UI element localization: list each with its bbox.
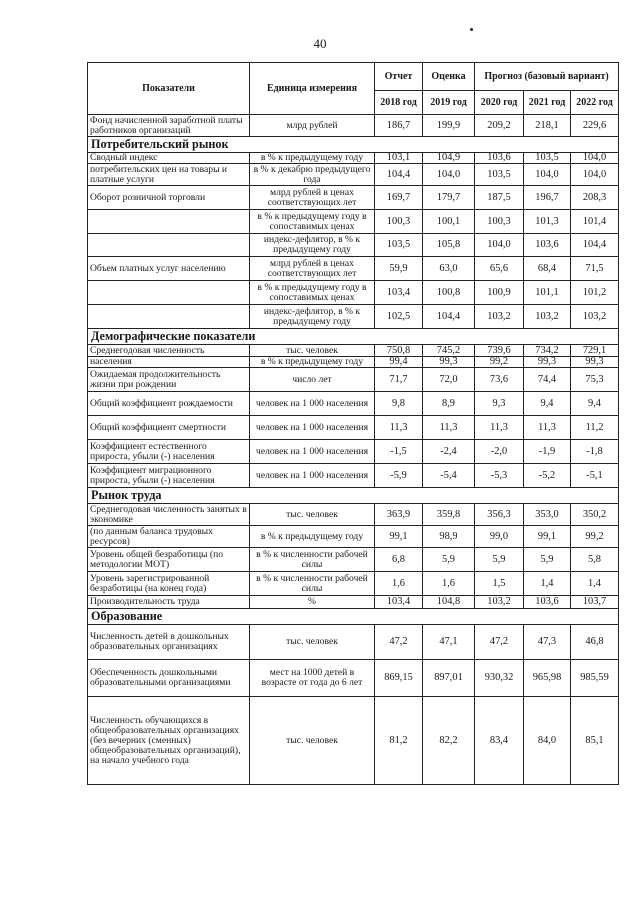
table-row [88, 440, 619, 464]
value-cell: 103,1 [375, 153, 423, 164]
indicator-cell: Численность детей в дошкольных образовательных организациях [88, 625, 250, 660]
value-cell: 99,3 [524, 357, 571, 368]
unit-cell: % [250, 596, 375, 609]
unit-cell: млрд рублей в ценах соответствующих лет [250, 257, 375, 281]
value-cell: 179,7 [423, 186, 475, 210]
value-cell: -5,4 [423, 464, 475, 488]
value-cell: 104,9 [423, 153, 475, 164]
forecast-table [87, 62, 619, 785]
value-cell: 101,2 [571, 281, 619, 305]
value-cell: 101,4 [571, 210, 619, 234]
indicator-cell: Обеспеченность дошкольными образовательными организациями [88, 660, 250, 697]
value-cell: -2,4 [423, 440, 475, 464]
section-header [88, 137, 619, 153]
value-cell: 99,3 [423, 357, 475, 368]
table-row [88, 596, 619, 609]
value-cell: 985,59 [571, 660, 619, 697]
indicator-cell: Фонд начисленной заработной платы работников организаций [88, 115, 250, 137]
scan-dot [470, 28, 473, 31]
value-cell: 74,4 [524, 368, 571, 392]
unit-cell: число лет [250, 368, 375, 392]
value-cell: 104,0 [423, 164, 475, 186]
value-cell: 353,0 [524, 504, 571, 526]
indicator-cell: Производительность труда [88, 596, 250, 609]
value-cell: 1,5 [475, 572, 524, 596]
indicator-cell: Среднегодовая численность занятых в экономике [88, 504, 250, 526]
value-cell: 103,4 [375, 281, 423, 305]
value-cell: 71,7 [375, 368, 423, 392]
value-cell: 47,1 [423, 625, 475, 660]
value-cell: 102,5 [375, 305, 423, 329]
value-cell: 83,4 [475, 697, 524, 785]
table-row [88, 357, 619, 368]
value-cell: 359,8 [423, 504, 475, 526]
value-cell: 68,4 [524, 257, 571, 281]
table-row [88, 164, 619, 186]
value-cell: 104,4 [571, 234, 619, 257]
indicator-cell: потребительских цен на товары и платные услуги [88, 164, 250, 186]
value-cell: 103,2 [475, 305, 524, 329]
value-cell: 104,4 [423, 305, 475, 329]
value-cell: 98,9 [423, 526, 475, 548]
value-cell: 100,1 [423, 210, 475, 234]
value-cell: 6,8 [375, 548, 423, 572]
value-cell: 100,3 [375, 210, 423, 234]
value-cell: 99,1 [524, 526, 571, 548]
value-cell: 5,9 [475, 548, 524, 572]
unit-cell: в % к предыдущему году [250, 357, 375, 368]
indicator-cell: Ожидаемая продолжительность жизни при рождении [88, 368, 250, 392]
indicator-cell: Сводный индекс [88, 153, 250, 164]
value-cell: 1,4 [524, 572, 571, 596]
indicator-cell: (по данным баланса трудовых ресурсов) [88, 526, 250, 548]
value-cell: 99,4 [375, 357, 423, 368]
indicator-cell: Среднегодовая численность [88, 345, 250, 357]
value-cell: 9,3 [475, 392, 524, 416]
unit-cell: человек на 1 000 населения [250, 464, 375, 488]
unit-cell: в % к предыдущему году в сопоставимых ценах [250, 281, 375, 305]
header-year-2018: 2018 год [375, 91, 423, 115]
value-cell: 8,9 [423, 392, 475, 416]
value-cell: 105,8 [423, 234, 475, 257]
value-cell: -1,8 [571, 440, 619, 464]
value-cell: 356,3 [475, 504, 524, 526]
table-row [88, 115, 619, 137]
value-cell: 82,2 [423, 697, 475, 785]
header-unit: Единица измерения [250, 63, 375, 115]
table-row [88, 572, 619, 596]
table-row [88, 305, 619, 329]
table-row [88, 526, 619, 548]
unit-cell: в % к декабрю предыдущего года [250, 164, 375, 186]
indicator-cell: Объем платных услуг населению [88, 257, 250, 281]
section-title: Демографические показатели [88, 329, 619, 345]
table-row [88, 416, 619, 440]
unit-cell: человек на 1 000 населения [250, 392, 375, 416]
section-header [88, 609, 619, 625]
table-row [88, 234, 619, 257]
table-row [88, 392, 619, 416]
unit-cell: тыс. человек [250, 504, 375, 526]
table-row [88, 345, 619, 357]
value-cell: 187,5 [475, 186, 524, 210]
value-cell: 104,0 [475, 234, 524, 257]
header-forecast: Прогноз (базовый вариант) [475, 63, 619, 91]
value-cell: 218,1 [524, 115, 571, 137]
value-cell: 229,6 [571, 115, 619, 137]
table-row [88, 210, 619, 234]
table-row [88, 660, 619, 697]
table-row [88, 153, 619, 164]
unit-cell: человек на 1 000 населения [250, 440, 375, 464]
value-cell: 85,1 [571, 697, 619, 785]
table-row [88, 257, 619, 281]
section-title: Потребительский рынок [88, 137, 619, 153]
value-cell: 100,9 [475, 281, 524, 305]
value-cell: 103,7 [571, 596, 619, 609]
value-cell: 99,0 [475, 526, 524, 548]
header-year-2021: 2021 год [524, 91, 571, 115]
value-cell: 84,0 [524, 697, 571, 785]
value-cell: 897,01 [423, 660, 475, 697]
table-row [88, 368, 619, 392]
indicator-cell [88, 281, 250, 305]
value-cell: 9,8 [375, 392, 423, 416]
header-report: Отчет [375, 63, 423, 91]
unit-cell: в % к предыдущему году [250, 153, 375, 164]
value-cell: -1,9 [524, 440, 571, 464]
value-cell: 103,5 [524, 153, 571, 164]
header-year-2022: 2022 год [571, 91, 619, 115]
value-cell: 11,3 [423, 416, 475, 440]
unit-cell: в % к предыдущему году в сопоставимых ценах [250, 210, 375, 234]
value-cell: 104,8 [423, 596, 475, 609]
unit-cell: мест на 1000 детей в возрасте от года до 6 лет [250, 660, 375, 697]
value-cell: 1,6 [423, 572, 475, 596]
value-cell: 1,6 [375, 572, 423, 596]
value-cell: 1,4 [571, 572, 619, 596]
value-cell: 9,4 [571, 392, 619, 416]
value-cell: 103,4 [375, 596, 423, 609]
value-cell: 72,0 [423, 368, 475, 392]
header-year-2020: 2020 год [475, 91, 524, 115]
indicator-cell [88, 305, 250, 329]
value-cell: 47,2 [475, 625, 524, 660]
unit-cell: человек на 1 000 населения [250, 416, 375, 440]
value-cell: 930,32 [475, 660, 524, 697]
value-cell: 103,5 [375, 234, 423, 257]
value-cell: 104,4 [375, 164, 423, 186]
table-row [88, 548, 619, 572]
value-cell: 104,0 [524, 164, 571, 186]
value-cell: -5,2 [524, 464, 571, 488]
value-cell: 103,2 [524, 305, 571, 329]
value-cell: 103,5 [475, 164, 524, 186]
value-cell: 729,1 [571, 345, 619, 357]
value-cell: 101,3 [524, 210, 571, 234]
value-cell: 11,3 [524, 416, 571, 440]
indicator-cell: Коэффициент естественного прироста, убыли (-) населения [88, 440, 250, 464]
value-cell: 11,3 [375, 416, 423, 440]
value-cell: 100,3 [475, 210, 524, 234]
table-row [88, 281, 619, 305]
header-estimate: Оценка [423, 63, 475, 91]
indicator-cell: Уровень общей безработицы (по методологии МОТ) [88, 548, 250, 572]
value-cell: 209,2 [475, 115, 524, 137]
value-cell: 103,6 [475, 153, 524, 164]
value-cell: 101,1 [524, 281, 571, 305]
value-cell: 71,5 [571, 257, 619, 281]
value-cell: 103,2 [571, 305, 619, 329]
value-cell: 75,3 [571, 368, 619, 392]
value-cell: 99,1 [375, 526, 423, 548]
value-cell: 208,3 [571, 186, 619, 210]
value-cell: 47,3 [524, 625, 571, 660]
value-cell: 199,9 [423, 115, 475, 137]
indicator-cell: Общий коэффициент рождаемости [88, 392, 250, 416]
indicator-cell: Численность обучающихся в общеобразовательных организациях (без вечерних (сменных) общеобразовательных организаций), на начало учебного года [88, 697, 250, 785]
table-row [88, 464, 619, 488]
value-cell: 186,7 [375, 115, 423, 137]
value-cell: 100,8 [423, 281, 475, 305]
value-cell: 103,2 [475, 596, 524, 609]
unit-cell: тыс. человек [250, 625, 375, 660]
table-row [88, 625, 619, 660]
unit-cell: в % к численности рабочей силы [250, 572, 375, 596]
value-cell: 750,8 [375, 345, 423, 357]
table-row [88, 504, 619, 526]
unit-cell: в % к численности рабочей силы [250, 548, 375, 572]
table-body [88, 115, 619, 785]
indicator-cell: Коэффициент миграционного прироста, убыли (-) населения [88, 464, 250, 488]
value-cell: 99,3 [571, 357, 619, 368]
unit-cell: млрд рублей в ценах соответствующих лет [250, 186, 375, 210]
value-cell: 47,2 [375, 625, 423, 660]
section-header [88, 488, 619, 504]
value-cell: 104,0 [571, 164, 619, 186]
unit-cell: индекс-дефлятор, в % к предыдущему году [250, 305, 375, 329]
unit-cell: млрд рублей [250, 115, 375, 137]
indicator-cell [88, 234, 250, 257]
value-cell: 59,9 [375, 257, 423, 281]
unit-cell: в % к предыдущему году [250, 526, 375, 548]
value-cell: 104,0 [571, 153, 619, 164]
value-cell: 73,6 [475, 368, 524, 392]
value-cell: 81,2 [375, 697, 423, 785]
value-cell: 11,3 [475, 416, 524, 440]
value-cell: 99,2 [475, 357, 524, 368]
value-cell: 169,7 [375, 186, 423, 210]
value-cell: 46,8 [571, 625, 619, 660]
value-cell: 734,2 [524, 345, 571, 357]
indicator-cell: Общий коэффициент смертности [88, 416, 250, 440]
indicator-cell [88, 210, 250, 234]
table-row [88, 186, 619, 210]
indicator-cell: Оборот розничной торговли [88, 186, 250, 210]
table-row [88, 697, 619, 785]
value-cell: 965,98 [524, 660, 571, 697]
value-cell: 103,6 [524, 234, 571, 257]
value-cell: 5,9 [524, 548, 571, 572]
value-cell: -2,0 [475, 440, 524, 464]
indicator-cell: населения [88, 357, 250, 368]
value-cell: -5,3 [475, 464, 524, 488]
section-header [88, 329, 619, 345]
section-title: Рынок труда [88, 488, 619, 504]
value-cell: 99,2 [571, 526, 619, 548]
value-cell: 63,0 [423, 257, 475, 281]
value-cell: -5,9 [375, 464, 423, 488]
value-cell: 196,7 [524, 186, 571, 210]
header-year-2019: 2019 год [423, 91, 475, 115]
value-cell: 5,9 [423, 548, 475, 572]
value-cell: 5,8 [571, 548, 619, 572]
value-cell: -1,5 [375, 440, 423, 464]
page-number: 40 [313, 36, 327, 51]
value-cell: -5,1 [571, 464, 619, 488]
value-cell: 363,9 [375, 504, 423, 526]
unit-cell: индекс-дефлятор, в % к предыдущему году [250, 234, 375, 257]
value-cell: 350,2 [571, 504, 619, 526]
unit-cell: тыс. человек [250, 697, 375, 785]
section-title: Образование [88, 609, 619, 625]
value-cell: 739,6 [475, 345, 524, 357]
indicator-cell: Уровень зарегистрированной безработицы (на конец года) [88, 572, 250, 596]
value-cell: 869,15 [375, 660, 423, 697]
value-cell: 745,2 [423, 345, 475, 357]
value-cell: 103,6 [524, 596, 571, 609]
header-indicator: Показатели [88, 63, 250, 115]
unit-cell: тыс. человек [250, 345, 375, 357]
value-cell: 65,6 [475, 257, 524, 281]
value-cell: 11,2 [571, 416, 619, 440]
value-cell: 9,4 [524, 392, 571, 416]
